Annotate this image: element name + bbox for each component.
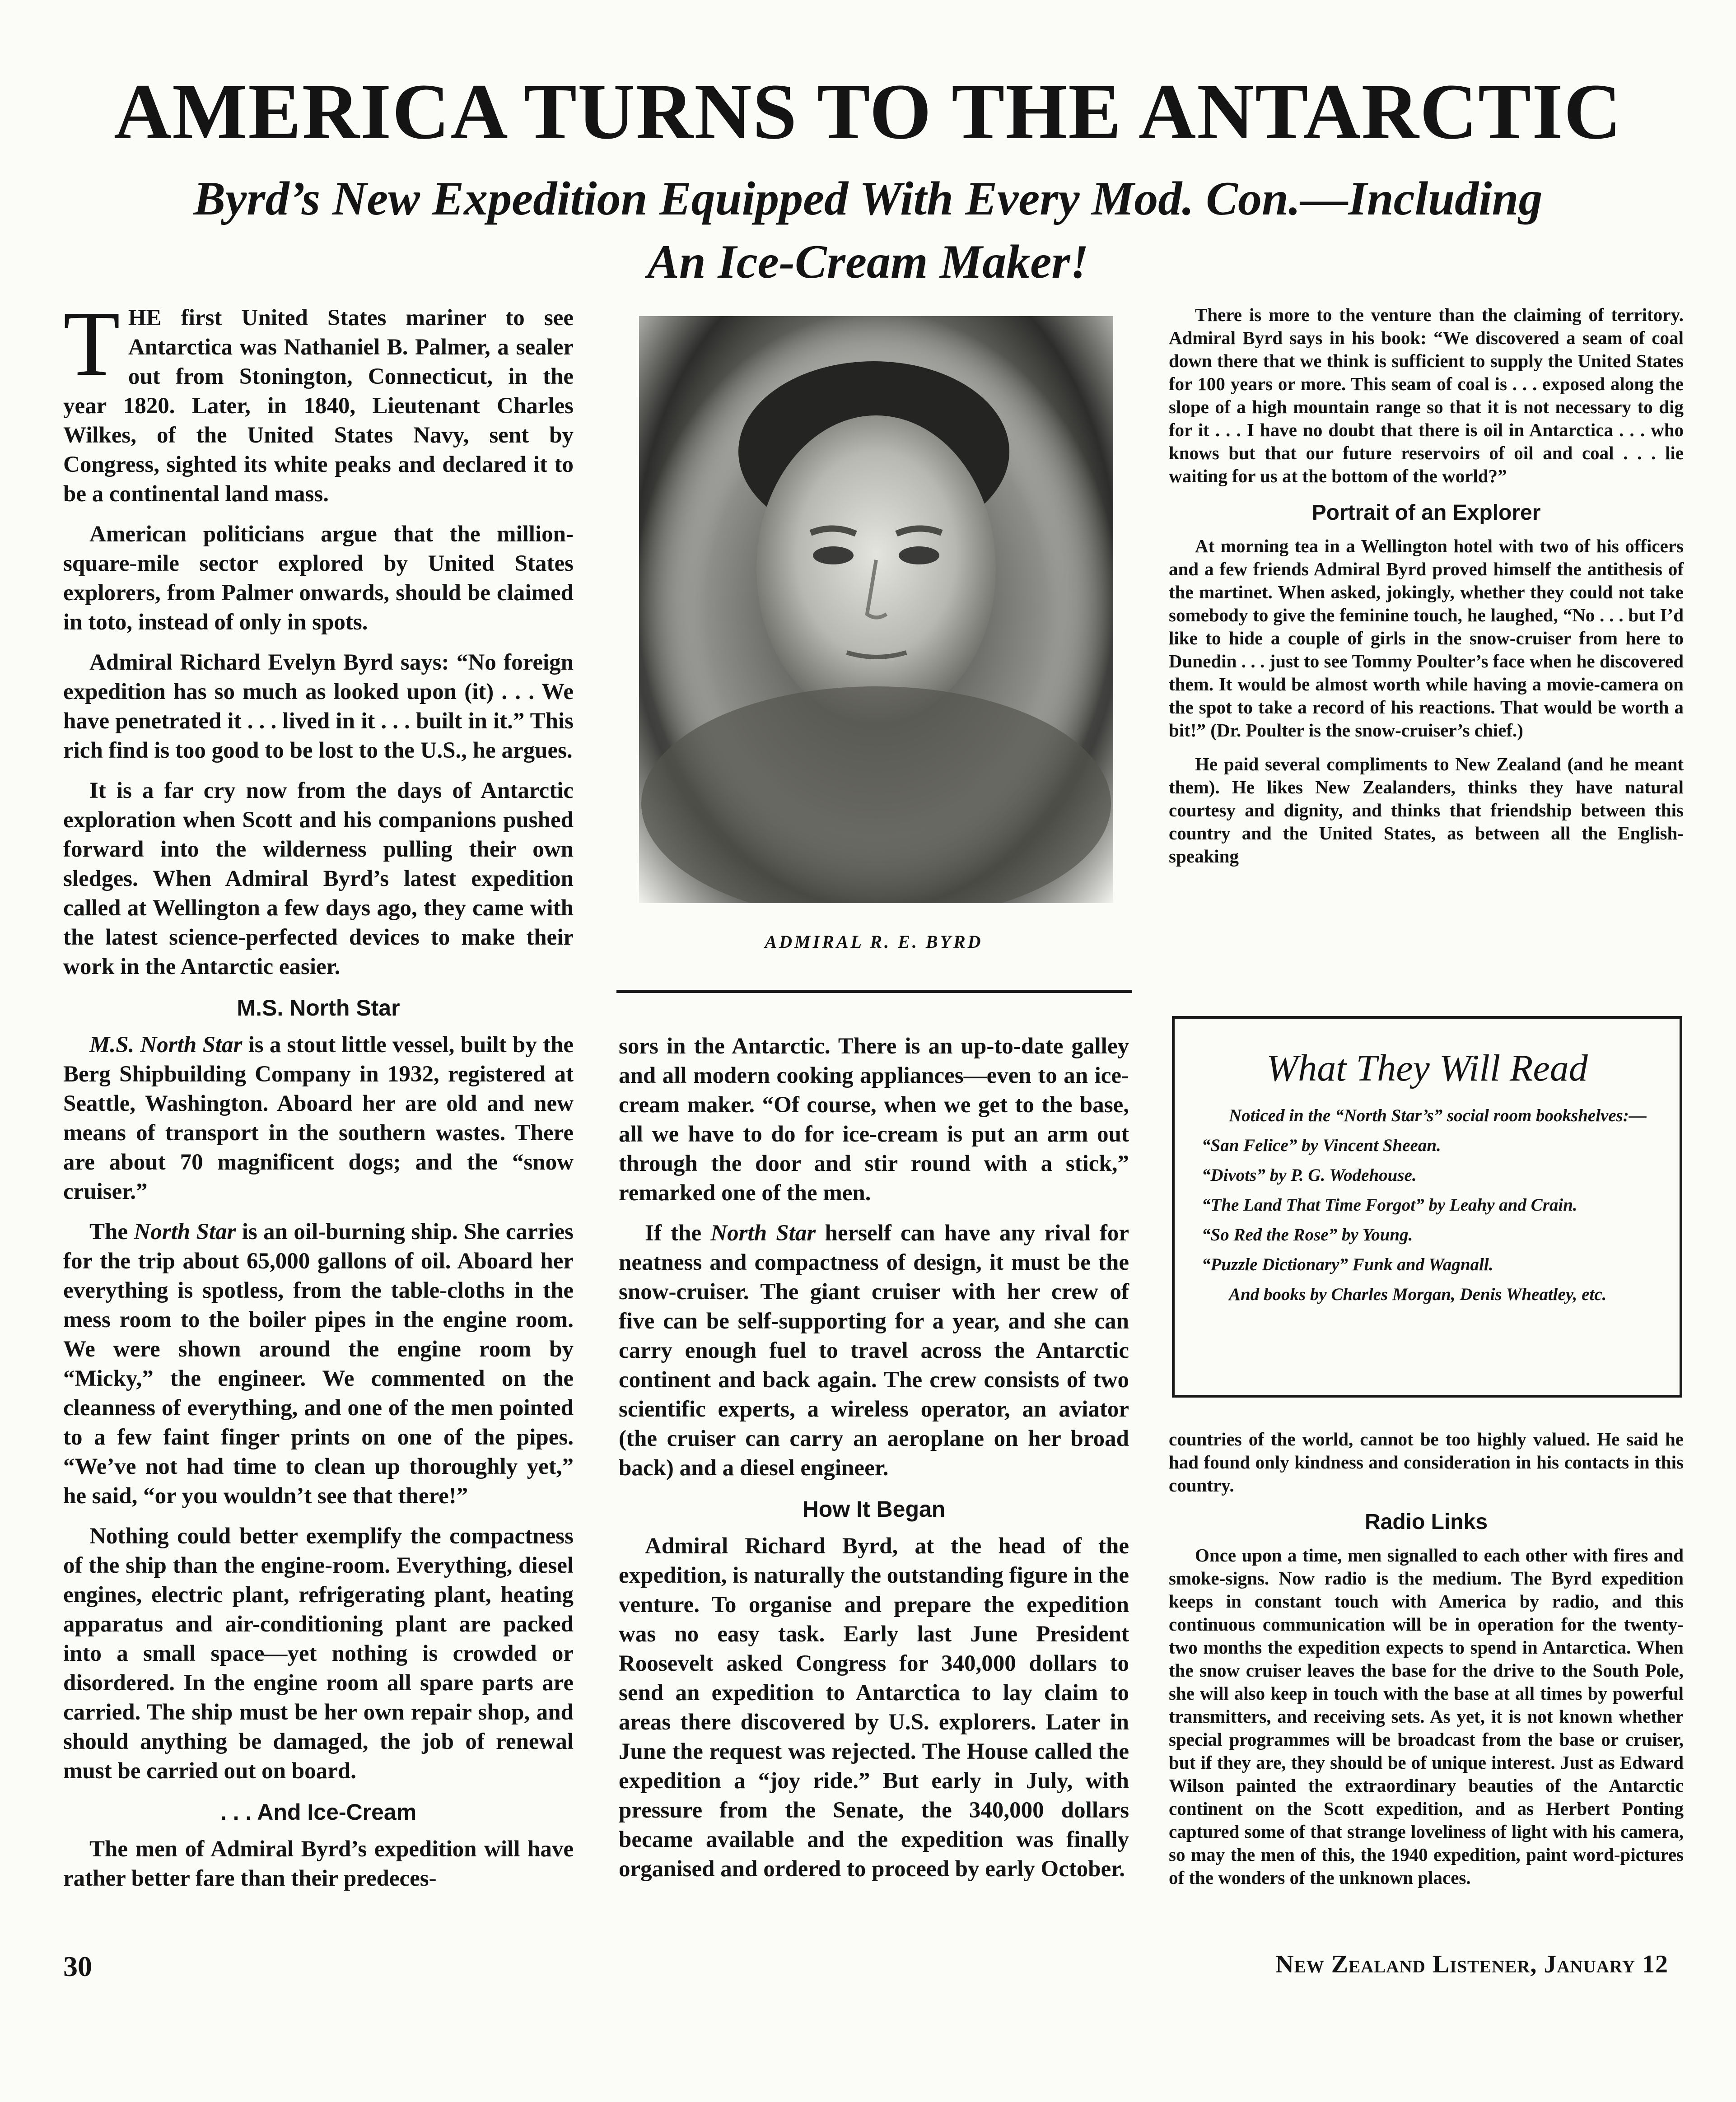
headline: AMERICA TURNS TO THE ANTARCTIC: [114, 68, 1622, 156]
paragraph-text: is a stout little vessel, built by the Berg Shipbuilding Company in 1932, registered at Seattle, Washington. Aboard her are old and new means of transport in the southern wastes. There are about 70 magnificent dogs; and the “snow cruiser.”: [63, 1032, 574, 1204]
article-column-2: [619, 1032, 1129, 1895]
reading-list-outro: And books by Charles Morgan, Denis Wheatley, etc.: [1229, 1285, 1607, 1304]
paragraph: At morning tea in a Wellington hotel with two of his officers and a few friends Admiral Byrd proved himself the antithesis of the martinet. When asked, jokingly, whether they could not take somebody to give the feminine touch, he laughed, “No . . . but I’d like to hide a couple of girls in the snow-cruiser from here to Dunedin . . . just to see Tommy Poulter’s face when he discovered them. It would be almost worth while having a movie-camera on the spot to take a record of his reactions. That would be worth a bit!” (Dr. Poulter is the snow-cruiser’s chief.): [1169, 536, 1684, 741]
paragraph: He paid several compliments to New Zealand (and he meant them). He likes New Zealanders, thinks they have natural courtesy and dignity, and thinks that friendship between this country and the United States, as between all the English-speaking: [1169, 754, 1684, 867]
paragraph: American politicians argue that the million-square-mile sector explored by United States explorers, from Palmer onwards, should be claimed in toto, instead of only in spots.: [63, 522, 574, 635]
paragraph: Admiral Richard Evelyn Byrd says: “No foreign expedition has so much as looked upon (it) . . . We have penetrated it . . . lived in it . . . built in it.” This rich find is too good to be lost to the U.S., he argues.: [63, 650, 574, 763]
paragraph-text: The: [89, 1219, 134, 1244]
book-entry: “So Red the Rose” by Young.: [1202, 1225, 1413, 1244]
book-entry: “Divots” by P. G. Wodehouse.: [1202, 1165, 1417, 1185]
paragraph: It is a far cry now from the days of Antarctic exploration when Scott and his companions pushed forward into the wilderness pulling their own sledges. When Admiral Byrd’s latest expedition called at Wellington a few days ago, they came with the latest science-perfected devices to make their work in the Antarctic easier.: [63, 778, 574, 979]
portrait-photo: [639, 316, 1113, 903]
paragraph-text: is an oil-burning ship. She carries for the trip about 65,000 gallons of oil. Aboard her everything is spotless, from the table-cloths in the mess room to the boiler pipes in the engine room. We were shown around the engine room by “Micky,” the engineer. We commented on the cleanness of everything, and one of the men pointed to a few faint finger prints on one of the pipes. “We’ve not had time to clean up thoroughly yet,” he said, “or you wouldn’t see that there!”: [63, 1219, 574, 1509]
subheadline-line-2: An Ice-Cream Maker!: [647, 235, 1089, 288]
book-entry: “The Land That Time Forgot” by Leahy and Crain.: [1202, 1195, 1577, 1215]
article-column-1: [63, 292, 574, 1904]
paragraph: There is more to the venture than the claiming of territory. Admiral Byrd says in his book: “We discovered a seam of coal down there that we think is sufficient to supply the United States for 100 years or more. This seam of coal is . . . exposed along the slope of a high mountain range so that it is not necessary to dig for it . . . I have no doubt that there is oil in Antarctica . . . who knows but that our future reservoirs of oil and coal . . . lie waiting for us at the bottom of the world?”: [1169, 304, 1684, 486]
publication-footer: New Zealand Listener, January 12: [1275, 1950, 1668, 1978]
section-heading-radio-links: Radio Links: [1364, 1510, 1488, 1534]
article-column-3: [1169, 303, 1684, 879]
subheadline: [113, 167, 1623, 294]
book-entry: “San Felice” by Vincent Sheean.: [1202, 1136, 1441, 1155]
reading-list-intro: Noticed in the “North Star’s” social room bookshelves:—: [1229, 1106, 1647, 1125]
paragraph: [63, 1217, 574, 1511]
paragraph: Admiral Richard Byrd, at the head of the expedition, is naturally the outstanding figure in the venture. To organise and prepare the expedition was no easy task. Early last June President Roosevelt asked Congress for 340,000 dollars to send an expedition to Antarctica to lay claim to areas there discovered by U.S. explorers. Later in June the request was rejected. The House called the expedition a “joy ride.” But early in July, with pressure from the Senate, the 340,000 dollars became available and the expedition was finally organised and ordered to proceed by early October.: [619, 1533, 1129, 1882]
section-heading-ice-cream: . . . And Ice-Cream: [220, 1799, 417, 1825]
portrait-illustration: [639, 316, 1113, 903]
paragraph: countries of the world, cannot be too highly valued. He said he had found only kindness and consideration in his contacts in this country.: [1169, 1429, 1684, 1496]
article-column-3-continued: [1169, 1428, 1684, 1900]
intro-paragraph: [63, 292, 574, 509]
ship-name: North Star: [134, 1219, 236, 1244]
paragraph: [63, 1030, 574, 1207]
subheadline-line-1: Byrd’s New Expedition Equipped With Every Mod. Con.—Including: [193, 172, 1543, 225]
book-entry: “Puzzle Dictionary” Funk and Wagnall.: [1202, 1255, 1493, 1274]
ship-name: North Star: [710, 1221, 816, 1246]
paragraph: Once upon a time, men signalled to each other with fires and smoke-signs. Now radio is the medium. The Byrd expedition keeps in constant touch with America by radio, and this continuous communication will be in operation for the twenty-two months the expedition expects to spend in Antarctica. When the snow cruiser leaves the base for the drive to the South Pole, she will also keep in touch with the base at all times by powerful transmitters, and receiving sets. As yet, it is not known whether special programmes will be broadcast from the base or cruiser, but if they are, they should be of unique interest. Just as Edward Wilson painted the extraordinary beauties of the Antarctic continent on the Scott expedition, and as Herbert Ponting captured some of that strange loveliness of light with his camera, so may the men of this, the 1940 expedition, paint word-pictures of the wonders of the unknown places.: [1169, 1545, 1684, 1888]
paragraph: [619, 1219, 1129, 1483]
intro-paragraph-text: HE first United States mariner to see Antarctica was Nathaniel B. Palmer, a sealer out from Stonington, Connecticut, in the year 1820. Later, in 1840, Lieutenant Charles Wilkes, of the United States Navy, sent by Congress, sighted its white peaks and declared it to be a continental land mass.: [63, 305, 574, 507]
page-number: 30: [63, 1950, 92, 1982]
paragraph: sors in the Antarctic. There is an up-to-date galley and all modern cooking appliances—even to an ice-cream maker. “Of course, when we get to the base, all we have to do for ice-cream is put an arm out through the door and stir round with a stick,” remarked one of the men.: [619, 1034, 1129, 1206]
section-heading-portrait-of-an-explorer: Portrait of an Explorer: [1311, 501, 1541, 525]
drop-cap: T: [63, 292, 120, 395]
section-heading-how-it-began: How It Began: [802, 1496, 946, 1522]
paragraph-text: If the: [645, 1221, 711, 1246]
paragraph: The men of Admiral Byrd’s expedition will have rather better fare than their predeces-: [63, 1836, 574, 1891]
paragraph: Nothing could better exemplify the compactness of the ship than the engine-room. Everything, diesel engines, electric plant, refrigerating plant, heating apparatus and air-conditioning plant are packed into a small space—yet nothing is crowded or disordered. In the engine room all spare parts are carried. The ship must be her own repair shop, and should anything be damaged, the job of renewal must be carried out on board.: [63, 1524, 574, 1784]
ship-name: M.S. North Star: [89, 1032, 243, 1058]
column-rule: [616, 990, 1132, 993]
photo-caption: ADMIRAL R. E. BYRD: [765, 932, 983, 952]
reading-list-title: What They Will Read: [1266, 1047, 1588, 1089]
paragraph-text: herself can have any rival for neatness and compactness of design, it must be the snow-cruiser. The giant cruiser with her crew of five can be self-supporting for a year, and she can carry enough fuel to travel across the Antarctic continent and back again. The crew consists of two scientific experts, a wireless operator, an aviator (the cruiser can carry an aeroplane on her broad back) and a diesel engineer.: [619, 1221, 1129, 1481]
reading-list-box: [1172, 1016, 1682, 1398]
section-heading-north-star: M.S. North Star: [237, 995, 400, 1021]
